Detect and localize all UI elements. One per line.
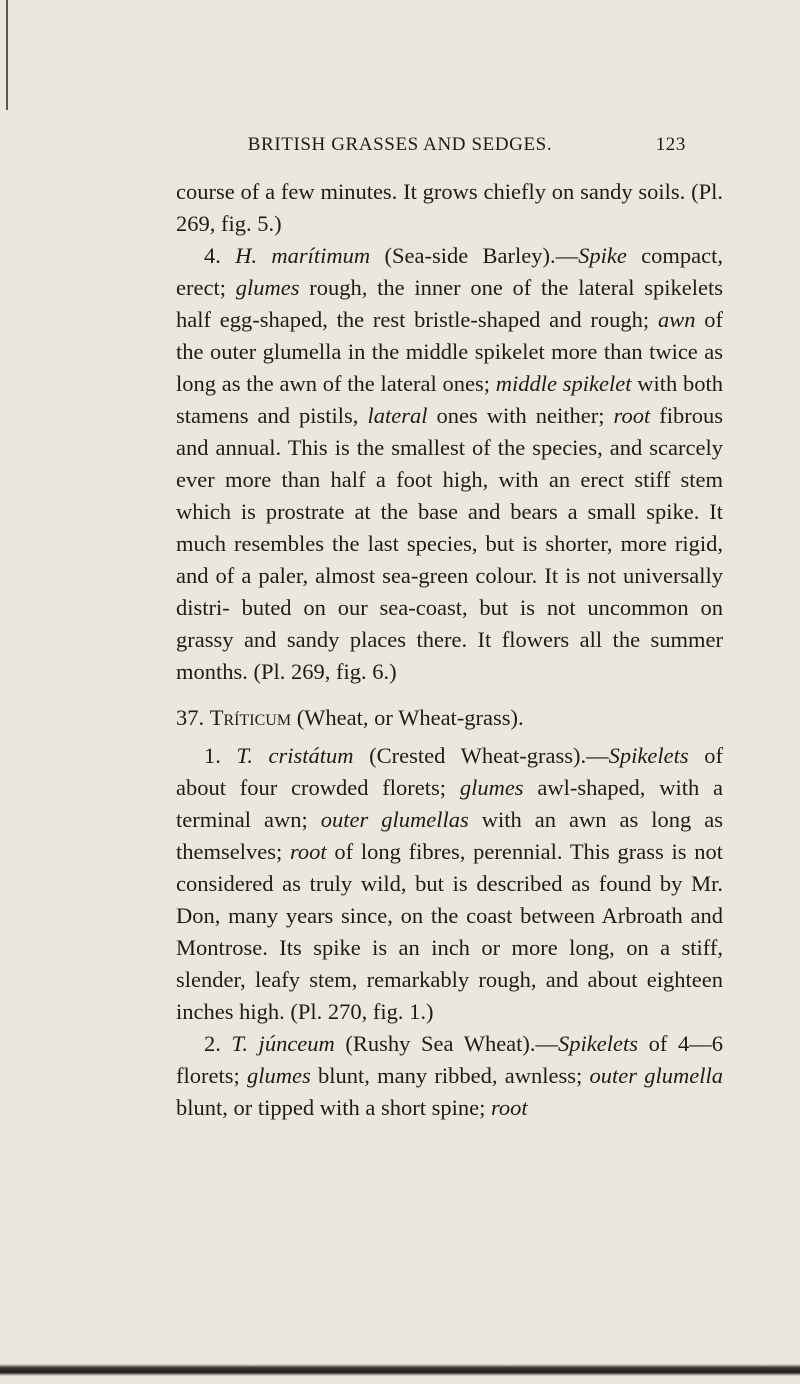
entry-triticum-cristatum	[176, 740, 723, 1028]
term-middle-spikelet: middle spikelet	[495, 371, 632, 396]
entry-number: 1.	[204, 743, 221, 768]
genus-name: Tríticum	[209, 705, 292, 730]
page-bottom-edge	[0, 1364, 800, 1376]
genus-common-name: (Wheat, or Wheat-grass).	[296, 705, 524, 730]
term-outer-glumella: outer glumella	[589, 1063, 724, 1088]
common-name: (Rushy Sea Wheat).—	[345, 1031, 559, 1056]
running-head: BRITISH GRASSES AND SEDGES.	[247, 134, 553, 155]
entry-text: awl-shaped, with a terminal awn;	[176, 775, 723, 832]
entry-text: of long fibres, perennial. This grass is not considered as truly wild, but is described as found by Mr. Don, many years since, on the coast between Arbroath and Montrose. Its spike is an inch or more long, on a stiff, slender, leafy stem, remarkably rough, and about eighteen inches high. (Pl. 270, fig. 1.)	[176, 839, 723, 1024]
page-number: 123	[655, 134, 686, 155]
common-name: (Crested Wheat-grass).—	[369, 743, 609, 768]
term-lateral: lateral	[367, 403, 428, 428]
term-awn: awn	[657, 307, 696, 332]
page-edge-shadow	[6, 0, 8, 110]
term-glumes: glumes	[235, 275, 300, 300]
entry-text: with an awn as long as themselves;	[176, 807, 723, 864]
entry-text: blunt, or tipped with a short spine;	[176, 1095, 491, 1120]
entry-hordeum-maritimum	[176, 240, 723, 688]
entry-number: 2.	[204, 1031, 221, 1056]
species-name: T. cristátum	[236, 743, 354, 768]
entry-text: fibrous and annual. This is the smallest of the species, and scarcely ever more than half a foot high, with an erect stiff stem which is prostrate at the base and bears a small spike. It much resembles the last species, but is shorter, more rigid, and of a paler, almost sea-green colour. It is not universally distri- buted on our sea-coast, but is not uncommon on grassy and sandy places there. It flowers all the summer months. (Pl. 269, fig. 6.)	[176, 403, 723, 684]
term-glumes: glumes	[247, 1063, 311, 1088]
paragraph-continuation	[176, 176, 723, 240]
common-name: (Sea-side Barley).—	[384, 243, 579, 268]
entry-text: rough, the inner one of the lateral spikelets half egg-shaped, the rest bristle-shaped and rough;	[176, 275, 723, 332]
genus-number: 37.	[176, 705, 205, 730]
text-block	[176, 176, 723, 1124]
term-root: root	[289, 839, 327, 864]
term-glumes: glumes	[459, 775, 524, 800]
term-outer-glumellas: outer glumellas	[320, 807, 469, 832]
species-name: H. marítimum	[235, 243, 371, 268]
term-spike: Spike	[578, 243, 627, 268]
entry-triticum-junceum	[176, 1028, 723, 1124]
entry-text: compact, erect;	[176, 243, 724, 300]
term-spikelets: Spikelets	[558, 1031, 639, 1056]
entry-text: of about four crowded florets;	[176, 743, 723, 800]
paragraph-text: course of a few minutes. It grows chiefly on sandy soils. (Pl. 269, fig. 5.)	[176, 179, 723, 236]
entry-number: 4.	[204, 243, 221, 268]
entry-text: blunt, many ribbed, awnless;	[310, 1063, 590, 1088]
entry-text: ones with neither;	[427, 403, 614, 428]
term-spikelets: Spikelets	[608, 743, 689, 768]
term-root: root	[490, 1095, 528, 1120]
entry-text: with both stamens and pistils,	[176, 371, 723, 428]
term-root: root	[613, 403, 651, 428]
entry-text: of 4—6 florets;	[176, 1031, 723, 1088]
page-header	[0, 128, 800, 162]
genus-heading-triticum	[176, 702, 723, 734]
species-name: T. júnceum	[231, 1031, 335, 1056]
entry-text: of the outer glumella in the middle spikelet more than twice as long as the awn of the lateral ones;	[176, 307, 723, 396]
